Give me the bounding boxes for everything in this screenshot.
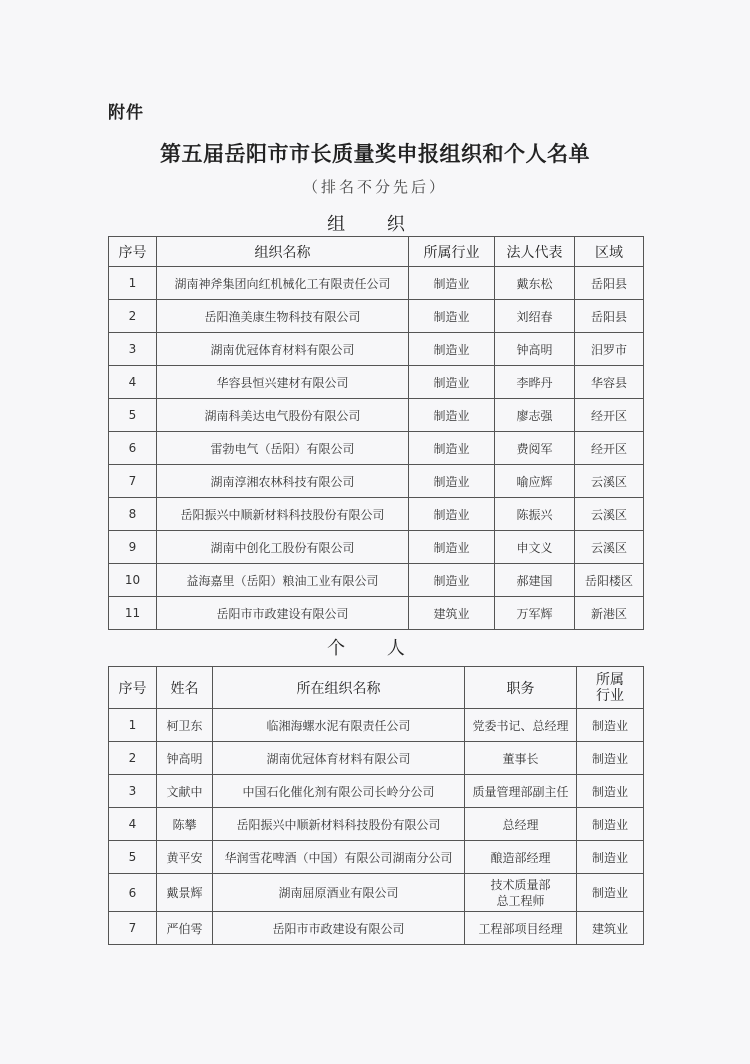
org-representative: 喻应辉 <box>495 465 575 498</box>
org-industry: 制造业 <box>409 564 495 597</box>
org-index: 9 <box>109 531 157 564</box>
org-name: 湖南神斧集团向红机械化工有限责任公司 <box>157 267 409 300</box>
table-row <box>109 531 644 564</box>
person-position: 党委书记、总经理 <box>465 709 577 742</box>
table-row <box>109 432 644 465</box>
document-title: 第五届岳阳市市长质量奖申报组织和个人名单 <box>160 141 590 166</box>
org-representative: 郝建国 <box>495 564 575 597</box>
org-representative: 万军辉 <box>495 597 575 630</box>
person-header-industry-line2: 行业 <box>596 687 624 704</box>
table-row <box>109 366 644 399</box>
org-index: 11 <box>109 597 157 630</box>
org-representative: 刘绍春 <box>495 300 575 333</box>
person-name: 戴景辉 <box>157 874 213 912</box>
org-index: 6 <box>109 432 157 465</box>
table-row <box>109 267 644 300</box>
org-representative: 陈振兴 <box>495 498 575 531</box>
person-industry: 制造业 <box>577 841 644 874</box>
org-region: 汨罗市 <box>575 333 644 366</box>
table-row <box>109 742 644 775</box>
person-position <box>465 874 577 912</box>
org-industry: 制造业 <box>409 399 495 432</box>
person-industry: 制造业 <box>577 775 644 808</box>
person-name: 严伯雩 <box>157 912 213 945</box>
org-name: 岳阳振兴中顺新材料科技股份有限公司 <box>157 498 409 531</box>
org-representative: 李晔丹 <box>495 366 575 399</box>
person-header-position: 职务 <box>465 667 577 709</box>
org-name: 益海嘉里（岳阳）粮油工业有限公司 <box>157 564 409 597</box>
person-org: 中国石化催化剂有限公司长岭分公司 <box>213 775 465 808</box>
org-name: 湖南科美达电气股份有限公司 <box>157 399 409 432</box>
table-row <box>109 912 644 945</box>
person-industry: 建筑业 <box>577 912 644 945</box>
person-name: 钟高明 <box>157 742 213 775</box>
org-name: 湖南优冠体育材料有限公司 <box>157 333 409 366</box>
person-position-line1: 技术质量部 <box>490 877 551 892</box>
person-header-name: 姓名 <box>157 667 213 709</box>
org-region: 云溪区 <box>575 498 644 531</box>
table-row <box>109 808 644 841</box>
person-name: 黄平安 <box>157 841 213 874</box>
person-name: 陈攀 <box>157 808 213 841</box>
person-org: 岳阳振兴中顺新材料科技股份有限公司 <box>213 808 465 841</box>
org-region: 云溪区 <box>575 465 644 498</box>
table-row <box>109 874 644 912</box>
person-index: 3 <box>109 775 157 808</box>
org-index: 10 <box>109 564 157 597</box>
table-row <box>109 333 644 366</box>
person-index: 4 <box>109 808 157 841</box>
org-header-industry: 所属行业 <box>409 237 495 267</box>
person-org: 湖南优冠体育材料有限公司 <box>213 742 465 775</box>
org-name: 雷勃电气（岳阳）有限公司 <box>157 432 409 465</box>
person-org: 临湘海螺水泥有限责任公司 <box>213 709 465 742</box>
org-representative: 申文义 <box>495 531 575 564</box>
person-header-index: 序号 <box>109 667 157 709</box>
org-representative: 廖志强 <box>495 399 575 432</box>
org-name: 湖南中创化工股份有限公司 <box>157 531 409 564</box>
person-table <box>108 666 644 945</box>
org-region: 经开区 <box>575 399 644 432</box>
person-position: 工程部项目经理 <box>465 912 577 945</box>
person-position: 董事长 <box>465 742 577 775</box>
org-header-name: 组织名称 <box>157 237 409 267</box>
org-header-index: 序号 <box>109 237 157 267</box>
person-header-industry-line1: 所属 <box>596 671 624 688</box>
table-row <box>109 564 644 597</box>
org-region: 经开区 <box>575 432 644 465</box>
org-region: 云溪区 <box>575 531 644 564</box>
person-industry: 制造业 <box>577 742 644 775</box>
person-industry: 制造业 <box>577 709 644 742</box>
org-index: 8 <box>109 498 157 531</box>
table-row <box>109 399 644 432</box>
org-representative: 钟高明 <box>495 333 575 366</box>
person-index: 6 <box>109 874 157 912</box>
org-index: 7 <box>109 465 157 498</box>
person-org: 华润雪花啤酒（中国）有限公司湖南分公司 <box>213 841 465 874</box>
org-name: 湖南淳湘农林科技有限公司 <box>157 465 409 498</box>
person-index: 5 <box>109 841 157 874</box>
org-index: 3 <box>109 333 157 366</box>
org-header-region: 区域 <box>575 237 644 267</box>
table-row <box>109 597 644 630</box>
org-region: 岳阳楼区 <box>575 564 644 597</box>
person-position: 总经理 <box>465 808 577 841</box>
person-table-header <box>109 667 644 709</box>
org-index: 5 <box>109 399 157 432</box>
table-row <box>109 498 644 531</box>
table-row <box>109 300 644 333</box>
person-position-line2: 总工程师 <box>496 893 545 908</box>
org-industry: 制造业 <box>409 432 495 465</box>
person-position: 酿造部经理 <box>465 841 577 874</box>
table-row <box>109 465 644 498</box>
person-index: 1 <box>109 709 157 742</box>
person-org: 湖南屈原酒业有限公司 <box>213 874 465 912</box>
table-row <box>109 841 644 874</box>
person-header-industry <box>577 667 644 709</box>
org-region: 华容县 <box>575 366 644 399</box>
org-header-representative: 法人代表 <box>495 237 575 267</box>
org-industry: 建筑业 <box>409 597 495 630</box>
person-industry: 制造业 <box>577 874 644 912</box>
person-section-heading: 个 人 <box>327 638 423 659</box>
org-index: 4 <box>109 366 157 399</box>
org-index: 2 <box>109 300 157 333</box>
org-industry: 制造业 <box>409 300 495 333</box>
person-industry: 制造业 <box>577 808 644 841</box>
org-industry: 制造业 <box>409 498 495 531</box>
person-name: 柯卫东 <box>157 709 213 742</box>
person-index: 7 <box>109 912 157 945</box>
table-row <box>109 709 644 742</box>
org-name: 岳阳市市政建设有限公司 <box>157 597 409 630</box>
org-industry: 制造业 <box>409 531 495 564</box>
org-name: 岳阳渔美康生物科技有限公司 <box>157 300 409 333</box>
org-industry: 制造业 <box>409 465 495 498</box>
org-table <box>108 236 644 630</box>
org-region: 岳阳县 <box>575 300 644 333</box>
person-name: 文献中 <box>157 775 213 808</box>
org-industry: 制造业 <box>409 333 495 366</box>
org-industry: 制造业 <box>409 267 495 300</box>
attachment-label: 附件 <box>108 103 144 123</box>
person-index: 2 <box>109 742 157 775</box>
org-section-heading: 组 织 <box>327 214 423 235</box>
person-org: 岳阳市市政建设有限公司 <box>213 912 465 945</box>
person-position: 质量管理部副主任 <box>465 775 577 808</box>
org-industry: 制造业 <box>409 366 495 399</box>
table-row <box>109 775 644 808</box>
org-region: 新港区 <box>575 597 644 630</box>
org-index: 1 <box>109 267 157 300</box>
org-name: 华容县恒兴建材有限公司 <box>157 366 409 399</box>
person-header-org: 所在组织名称 <box>213 667 465 709</box>
org-region: 岳阳县 <box>575 267 644 300</box>
org-representative: 戴东松 <box>495 267 575 300</box>
org-table-header <box>109 237 644 267</box>
document-subtitle: （排名不分先后） <box>302 178 447 196</box>
org-representative: 费阅军 <box>495 432 575 465</box>
